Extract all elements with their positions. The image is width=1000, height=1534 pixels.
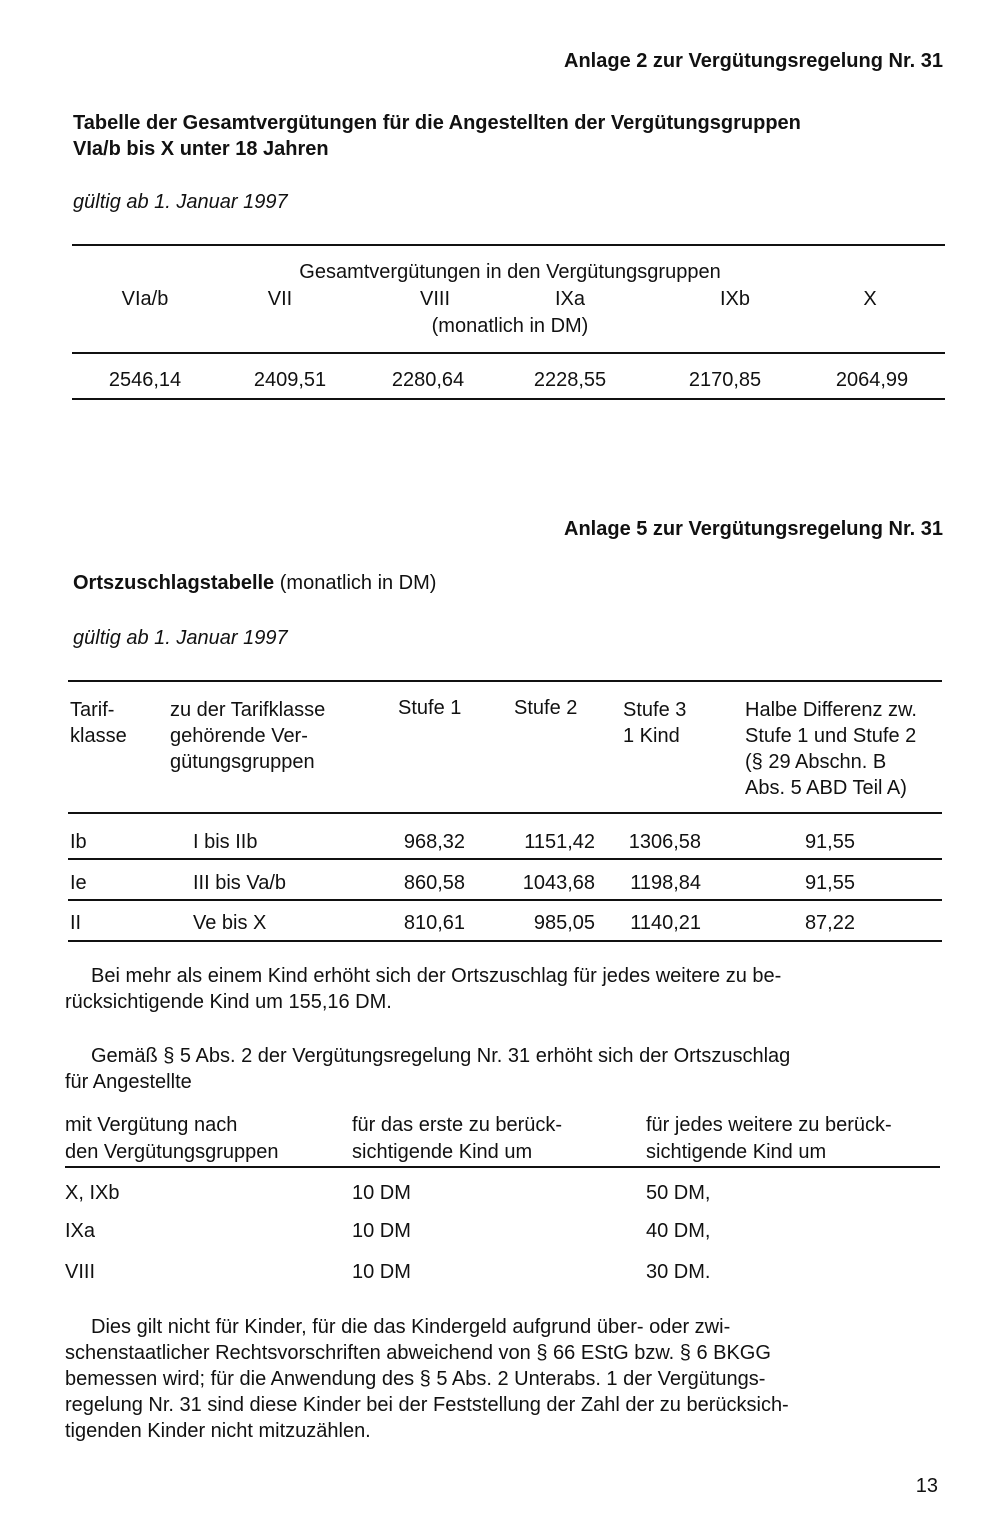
ortszuschlag-title-bold: Ortszuschlagstabelle bbox=[73, 572, 275, 594]
gemaess-note: Gemäß § 5 Abs. 2 der Vergütungsregelung Nr. 31 erhöht sich der Ortszuschlag für Angestellte bbox=[65, 1045, 791, 1093]
row-klasse: II bbox=[70, 912, 82, 934]
table-rule bbox=[68, 858, 942, 860]
row-stufe3: 1306,58 bbox=[628, 831, 701, 853]
col-header-stufe1: Stufe 1 bbox=[398, 697, 462, 719]
row-klasse: Ib bbox=[70, 831, 87, 853]
table-rule bbox=[68, 899, 942, 901]
value-IXa: 2228,55 bbox=[533, 369, 607, 391]
table-rule bbox=[68, 680, 942, 682]
row-stufe3: 1198,84 bbox=[630, 872, 701, 894]
anlage2-title-line1: Tabelle der Gesamtvergütungen für die Angestellten der Vergütungsgruppen bbox=[73, 112, 801, 134]
group-header-VIII: VIII bbox=[419, 288, 450, 310]
kinder-row-erstes: 10 DM bbox=[352, 1261, 411, 1283]
kinder-row-erstes: 10 DM bbox=[352, 1182, 411, 1204]
kind-note: Bei mehr als einem Kind erhöht sich der Ortszuschlag für jedes weitere zu be- rücksichtigende Kind um 155,16 DM. bbox=[65, 965, 782, 1013]
table-rule bbox=[65, 1166, 940, 1168]
anlage2-title-line2: VIa/b bis X unter 18 Jahren bbox=[73, 138, 329, 160]
kinder-row-erstes: 10 DM bbox=[352, 1220, 411, 1242]
kinder-col2-header: für das erste zu berück- sichtigende Kind um bbox=[352, 1114, 563, 1163]
anlage2-valid-from: gültig ab 1. Januar 1997 bbox=[73, 191, 288, 213]
row-stufe2: 985,05 bbox=[533, 912, 595, 934]
page-number: 13 bbox=[915, 1475, 938, 1497]
col-header-stufe2: Stufe 2 bbox=[514, 697, 578, 719]
dies-gilt-note: Dies gilt nicht für Kinder, für die das Kindergeld aufgrund über- oder zwi- schenstaatlicher Rechtsvorschriften abweichend von § 66 EStG bzw. § 6 BKGG bemessen wird; für die Anwendung des § 5 Abs. 2 Unterabs. 1 der Vergütungs- regelung Nr. 31 sind diese Kinder bei der Feststellung der Zahl der zu berücksich- tigenden Kinder nicht mitzuzählen. bbox=[65, 1316, 789, 1442]
kinder-row-gruppen: VIII bbox=[65, 1261, 96, 1283]
ortszuschlag-title-rest: (monatlich in DM) bbox=[279, 572, 437, 594]
row-klasse: Ie bbox=[70, 872, 87, 894]
kinder-row-gruppen: IXa bbox=[65, 1220, 96, 1242]
anlage5-heading: Anlage 5 zur Vergütungsregelung Nr. 31 bbox=[564, 518, 943, 540]
row-stufe3: 1140,21 bbox=[630, 912, 701, 934]
row-diff: 87,22 bbox=[804, 912, 855, 934]
gesamt-header-bottom: (monatlich in DM) bbox=[431, 315, 589, 337]
col-header-gruppen: zu der Tarifklasse gehörende Ver- gütungsgruppen bbox=[170, 699, 326, 773]
table-rule bbox=[68, 812, 942, 814]
value-VIa-b: 2546,14 bbox=[108, 369, 182, 391]
value-VIII: 2280,64 bbox=[391, 369, 465, 391]
table-rule bbox=[68, 940, 942, 942]
group-header-VII: VII bbox=[267, 288, 293, 310]
table-rule bbox=[72, 352, 945, 354]
kinder-row-weiteres: 40 DM, bbox=[646, 1220, 711, 1242]
anlage2-heading: Anlage 2 zur Vergütungsregelung Nr. 31 bbox=[564, 50, 943, 72]
anlage5-valid-from: gültig ab 1. Januar 1997 bbox=[73, 627, 288, 649]
kinder-col3-header: für jedes weitere zu berück- sichtigende Kind um bbox=[646, 1114, 892, 1163]
ortszuschlag-title bbox=[73, 572, 436, 595]
row-stufe1: 860,58 bbox=[403, 872, 465, 894]
table-rule bbox=[72, 244, 945, 246]
row-diff: 91,55 bbox=[804, 831, 855, 853]
row-stufe1: 968,32 bbox=[403, 831, 465, 853]
kinder-row-weiteres: 30 DM. bbox=[646, 1261, 711, 1283]
col-header-stufe3: Stufe 3 1 Kind bbox=[623, 699, 687, 747]
value-VII: 2409,51 bbox=[253, 369, 327, 391]
col-header-tarifklasse: Tarif- klasse bbox=[70, 699, 127, 747]
gesamt-header-top: Gesamtvergütungen in den Vergütungsgruppen bbox=[299, 261, 721, 283]
kinder-row-gruppen: X, IXb bbox=[65, 1182, 120, 1204]
group-header-IXb: IXb bbox=[719, 288, 751, 310]
group-header-IXa: IXa bbox=[554, 288, 586, 310]
table-rule bbox=[72, 398, 945, 400]
row-gruppen: Ve bis X bbox=[193, 912, 267, 934]
value-X: 2064,99 bbox=[835, 369, 909, 391]
kinder-col1-header: mit Vergütung nach den Vergütungsgruppen bbox=[65, 1114, 279, 1163]
row-stufe2: 1151,42 bbox=[524, 831, 595, 853]
col-header-differenz: Halbe Differenz zw. Stufe 1 und Stufe 2 (§ 29 Abschn. B Abs. 5 ABD Teil A) bbox=[745, 699, 917, 799]
group-header-VIa-b: VIa/b bbox=[121, 288, 169, 310]
value-IXb: 2170,85 bbox=[688, 369, 762, 391]
row-gruppen: I bis IIb bbox=[193, 831, 258, 853]
group-header-X: X bbox=[863, 288, 877, 310]
kinder-row-weiteres: 50 DM, bbox=[646, 1182, 711, 1204]
row-gruppen: III bis Va/b bbox=[193, 872, 287, 894]
row-stufe1: 810,61 bbox=[403, 912, 465, 934]
row-diff: 91,55 bbox=[804, 872, 855, 894]
row-stufe2: 1043,68 bbox=[522, 872, 595, 894]
